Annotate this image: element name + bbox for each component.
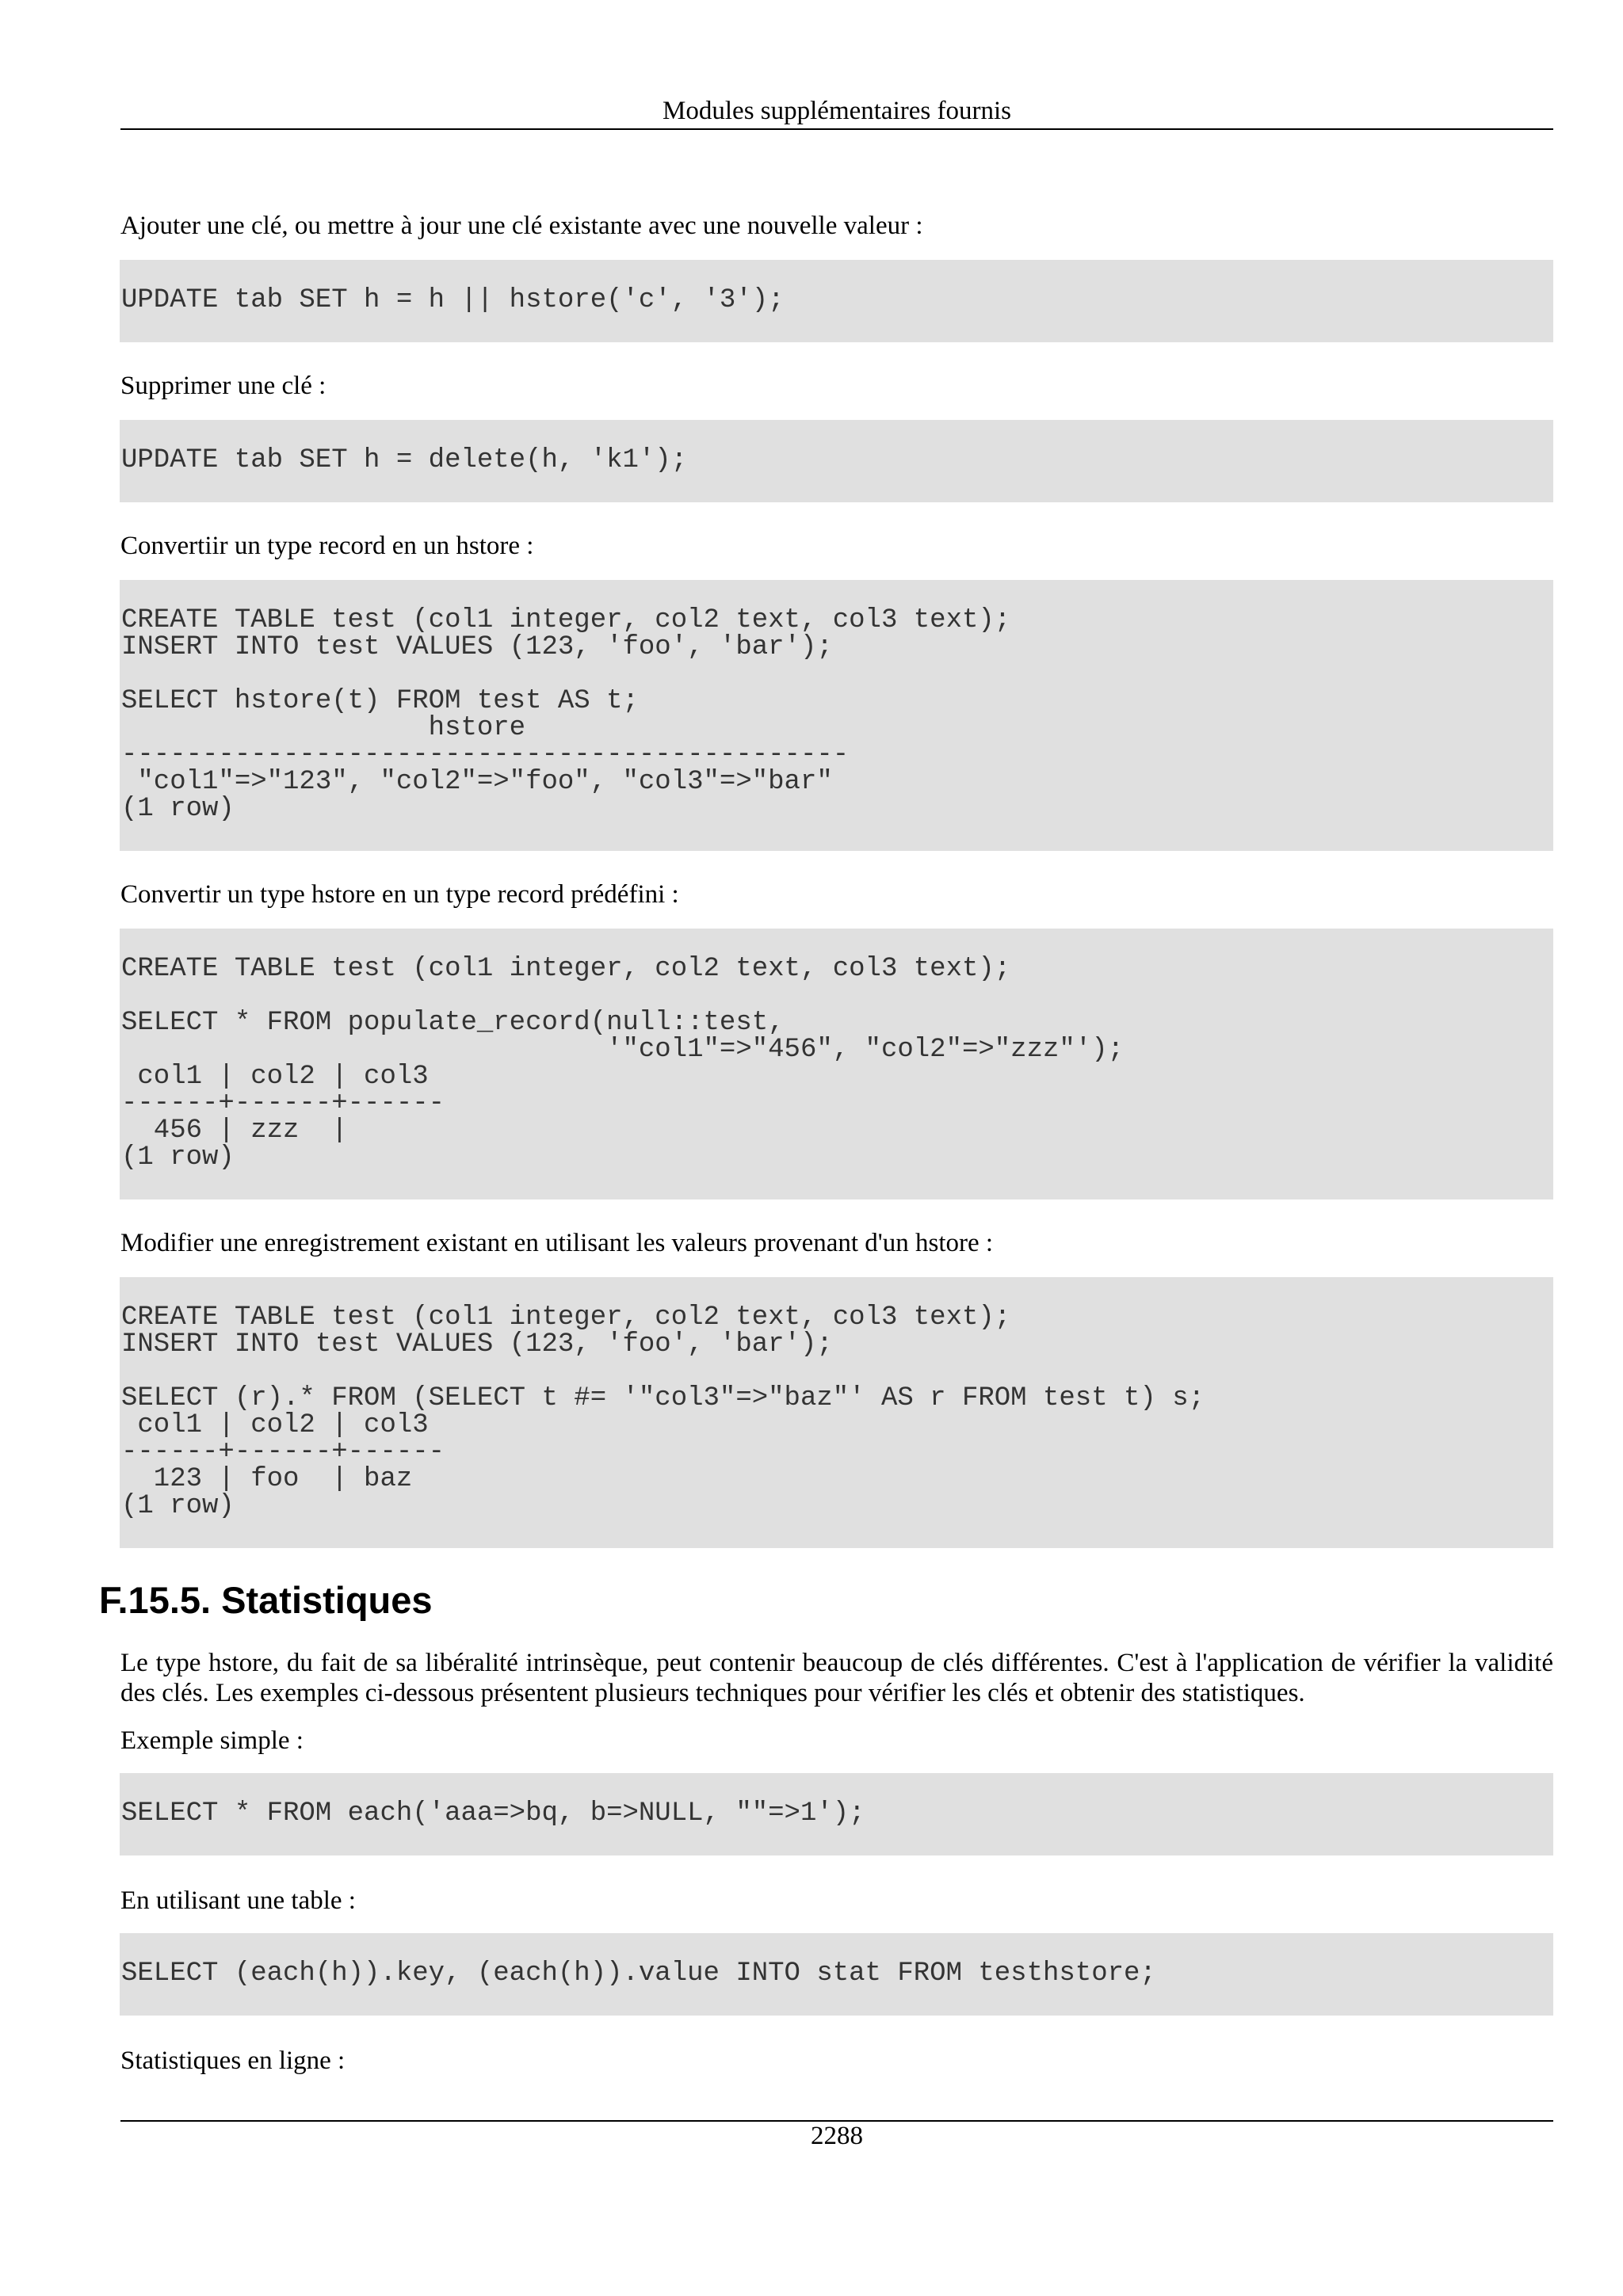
code-text: SELECT * FROM each('aaa=>bq, b=>NULL, ""=>1'); [121, 1798, 865, 1829]
section-intro-paragraph: Le type hstore, du fait de sa libéralité intrinsèque, peut contenir beaucoup de clés différentes. C'est à l'application de vérifier la validité des clés. Les exemples ci-dessous présentent plusieurs techniques pour vérifier les clés et obtenir des statistiques. [120, 1649, 1553, 1707]
paragraph-convert-hstore: Convertir un type hstore en un type record prédéfini : [120, 880, 679, 909]
header-rule [120, 128, 1553, 130]
code-text: CREATE TABLE test (col1 integer, col2 text, col3 text); SELECT * FROM populate_record(null::test, '"col1"=>"456", "col2"=>"zzz"'); col1 | col2 | col3 ------+------+------ 456 | zzz | (1 row) [121, 954, 1125, 1173]
running-header: Modules supplémentaires fournis [663, 97, 1011, 125]
page-number: 2288 [811, 2122, 863, 2150]
paragraph-online-stats: Statistiques en ligne : [120, 2046, 346, 2075]
paragraph-convert-record: Convertiir un type record en un hstore : [120, 532, 534, 560]
paragraph-delete-key: Supprimer une clé : [120, 372, 327, 400]
code-text: UPDATE tab SET h = h || hstore('c', '3'); [121, 285, 785, 315]
paragraph-simple-example: Exemple simple : [120, 1726, 304, 1755]
code-block-simple-example [120, 1773, 1553, 1855]
paragraph-add-key: Ajouter une clé, ou mettre à jour une clé existante avec une nouvelle valeur : [120, 212, 923, 240]
paragraph-table-example: En utilisant une table : [120, 1886, 356, 1915]
code-block-table-example [120, 1933, 1553, 2016]
code-block-convert-record [120, 580, 1553, 851]
code-block-convert-hstore [120, 929, 1553, 1199]
paragraph-modify-record: Modifier une enregistrement existant en utilisant les valeurs provenant d'un hstore : [120, 1229, 994, 1257]
code-block-delete-key [120, 420, 1553, 502]
code-block-modify-record [120, 1277, 1553, 1548]
code-text: UPDATE tab SET h = delete(h, 'k1'); [121, 445, 688, 475]
section-title: F.15.5. Statistiques [99, 1579, 433, 1621]
code-text: CREATE TABLE test (col1 integer, col2 text, col3 text); INSERT INTO test VALUES (123, 'foo', 'bar'); SELECT (r).* FROM (SELECT t #= '"col3"=>"baz"' AS r FROM test t) s; col1 | col2 | col3 ------+------+------ 123 | foo | baz (1 row) [121, 1302, 1205, 1521]
code-text: SELECT (each(h)).key, (each(h)).value INTO stat FROM testhstore; [121, 1958, 1156, 1989]
code-block-add-key [120, 260, 1553, 342]
code-text: CREATE TABLE test (col1 integer, col2 text, col3 text); INSERT INTO test VALUES (123, 'foo', 'bar'); SELECT hstore(t) FROM test AS t; hstore --------------------------------------------- "col1"=>"123", "col2"=>"foo", "col3"=>"bar" (1 row) [121, 605, 1011, 824]
